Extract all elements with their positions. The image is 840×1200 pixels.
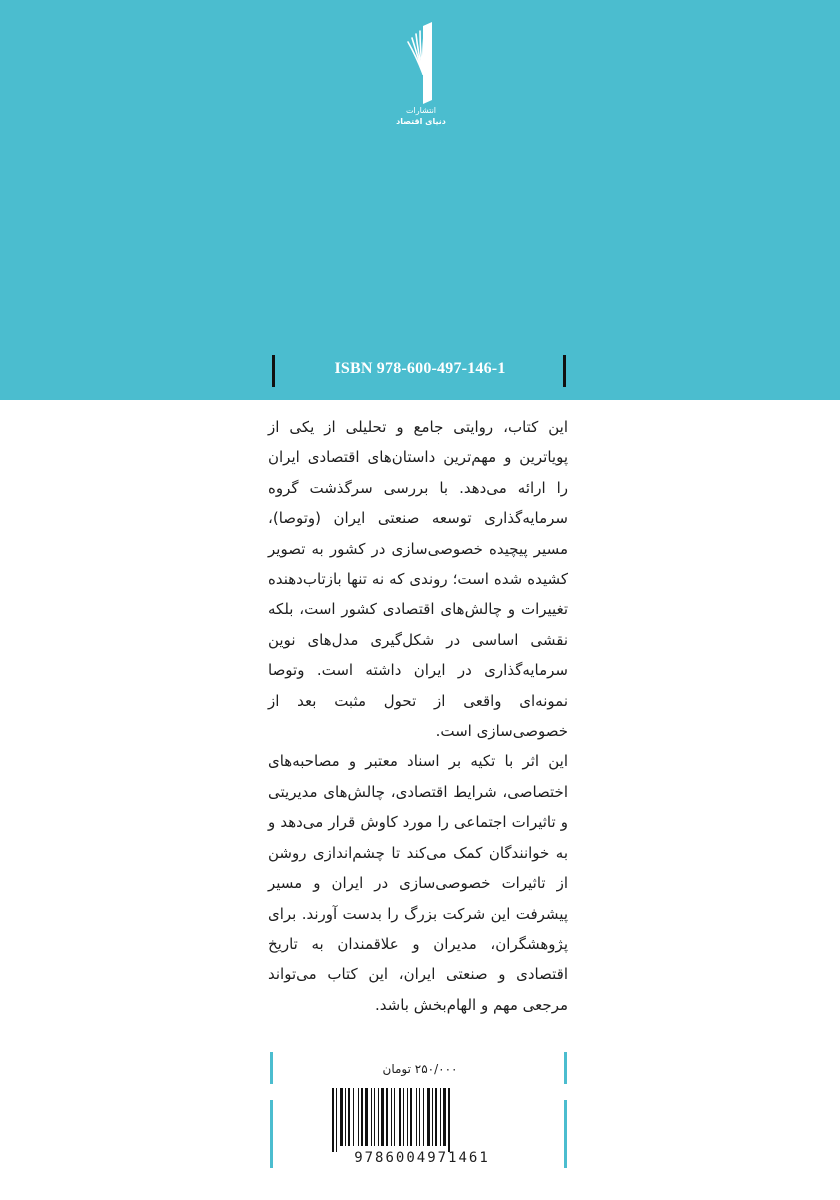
book-description (268, 412, 568, 1020)
barcode-bar (440, 1088, 441, 1146)
barcode-bar (358, 1088, 359, 1146)
price-left-bar (270, 1052, 273, 1084)
barcode-bar (361, 1088, 363, 1146)
barcode-bar (435, 1088, 437, 1146)
barcode-bar (416, 1088, 417, 1146)
description-paragraph-2: این اثر با تکیه بر اسناد معتبر و مصاحبه‌های اختصاصی، شرایط اقتصادی، چالش‌های مدیریتی و تاثیرات اجتماعی را مورد کاوش قرار می‌دهد و به خوانندگان کمک می‌کند تا چشم‌اندازی روشن از تاثیرات خصوصی‌سازی در ایران و مسیر پیشرفت این شرکت بزرگ را بدست آورند. برای پژوهشگران، مدیران و علاقمندان به تاریخ اقتصادی و صنعتی ایران، این کتاب می‌تواند مرجعی مهم و الهام‌بخش باشد. (268, 752, 568, 1014)
barcode-bar (386, 1088, 388, 1146)
barcode-bar (443, 1088, 446, 1146)
publisher-name-line1: انتشارات (405, 106, 437, 115)
barcode-bar (399, 1088, 401, 1146)
barcode-bar (419, 1088, 420, 1146)
barcode-bar (423, 1088, 424, 1146)
isbn-text: ISBN 978-600-497-146-1 (334, 360, 506, 377)
barcode-bar (340, 1088, 343, 1146)
barcode-bar (345, 1088, 346, 1146)
barcode-bar (332, 1088, 334, 1152)
barcode-bar (378, 1088, 379, 1146)
isbn-right-bar (563, 355, 566, 387)
barcode-bar (348, 1088, 350, 1146)
barcode-bar (353, 1088, 354, 1146)
barcode-right-bar (564, 1100, 567, 1168)
price-right-bar (564, 1052, 567, 1084)
barcode-bar (427, 1088, 430, 1146)
barcode-bar (381, 1088, 384, 1146)
publisher-name-line2: دنیای اقتصاد (396, 117, 446, 126)
barcode-bar (410, 1088, 412, 1146)
barcode-bar (448, 1088, 450, 1152)
open-book-icon (391, 18, 451, 104)
barcode-bar (391, 1088, 392, 1146)
barcode-bar (403, 1088, 404, 1146)
publisher-logo (391, 18, 451, 128)
barcode-bar (432, 1088, 433, 1146)
barcode-bar (371, 1088, 372, 1146)
barcode-bar (407, 1088, 408, 1146)
description-paragraph-1: این کتاب، روایتی جامع و تحلیلی از یکی از پویاترین و مهم‌ترین داستان‌های اقتصادی ایران را ارائه می‌دهد. با بررسی سرگذشت گروه سرمایه‌گذاری توسعه صنعتی ایران (وتوصا)، مسیر پیچیده خصوصی‌سازی در کشور به تصویر کشیده شده است؛ روندی که نه تنها بازتاب‌دهنده تغییرات و چالش‌های اقتصادی کشور است، بلکه نقشی اساسی در شکل‌گیری مدل‌های نوین سرمایه‌گذاری در ایران داشته است. وتوصا نمونه‌ای واقعی از تحول مثبت بعد از خصوصی‌سازی است. (268, 418, 568, 741)
barcode-bar (365, 1088, 368, 1146)
barcode (330, 1088, 510, 1154)
barcode-bar (394, 1088, 395, 1146)
barcode-bar (336, 1088, 337, 1152)
barcode-left-bar (270, 1100, 273, 1168)
price-label: ۲۵۰/۰۰۰ تومان (382, 1062, 458, 1076)
barcode-bar (374, 1088, 375, 1146)
barcode-digits: 9786004971461 (354, 1150, 490, 1166)
